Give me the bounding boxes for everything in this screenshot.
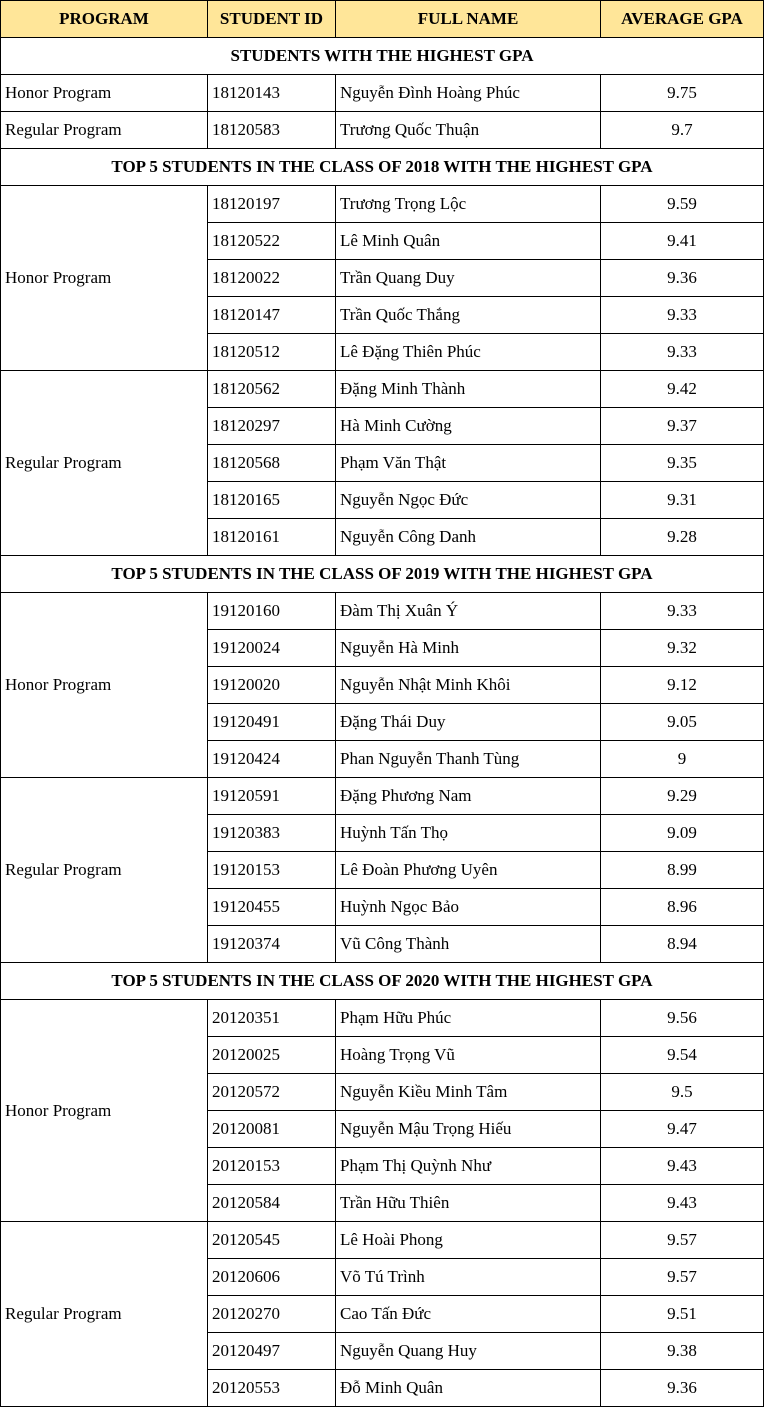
average-gpa-cell: 9.33 bbox=[601, 593, 764, 630]
full-name-cell: Phạm Thị Quỳnh Như bbox=[336, 1148, 601, 1185]
section-row bbox=[1, 963, 764, 1000]
table-row bbox=[1, 1000, 764, 1037]
average-gpa-cell: 9.51 bbox=[601, 1296, 764, 1333]
student-id-cell: 18120583 bbox=[208, 112, 336, 149]
full-name-cell: Lê Minh Quân bbox=[336, 223, 601, 260]
section-row bbox=[1, 38, 764, 75]
table-body bbox=[1, 38, 764, 1407]
full-name-cell: Trương Quốc Thuận bbox=[336, 112, 601, 149]
student-id-cell: 20120025 bbox=[208, 1037, 336, 1074]
full-name-cell: Đặng Thái Duy bbox=[336, 704, 601, 741]
program-cell: Honor Program bbox=[1, 593, 208, 778]
section-title: STUDENTS WITH THE HIGHEST GPA bbox=[1, 38, 764, 75]
average-gpa-cell: 9.43 bbox=[601, 1185, 764, 1222]
full-name-cell: Đặng Minh Thành bbox=[336, 371, 601, 408]
average-gpa-cell: 9.29 bbox=[601, 778, 764, 815]
full-name-cell: Lê Đoàn Phương Uyên bbox=[336, 852, 601, 889]
full-name-cell: Phạm Văn Thật bbox=[336, 445, 601, 482]
average-gpa-cell: 9.35 bbox=[601, 445, 764, 482]
full-name-cell: Đàm Thị Xuân Ý bbox=[336, 593, 601, 630]
student-id-cell: 19120020 bbox=[208, 667, 336, 704]
table-row bbox=[1, 1222, 764, 1259]
average-gpa-cell: 9.38 bbox=[601, 1333, 764, 1370]
full-name-cell: Huỳnh Ngọc Bảo bbox=[336, 889, 601, 926]
table-row bbox=[1, 112, 764, 149]
program-cell: Honor Program bbox=[1, 75, 208, 112]
student-id-cell: 20120572 bbox=[208, 1074, 336, 1111]
student-id-cell: 18120143 bbox=[208, 75, 336, 112]
section-title: TOP 5 STUDENTS IN THE CLASS OF 2018 WITH THE HIGHEST GPA bbox=[1, 149, 764, 186]
student-id-cell: 18120197 bbox=[208, 186, 336, 223]
program-cell: Honor Program bbox=[1, 1000, 208, 1222]
average-gpa-cell: 9.36 bbox=[601, 1370, 764, 1407]
average-gpa-cell: 8.99 bbox=[601, 852, 764, 889]
full-name-cell: Nguyễn Quang Huy bbox=[336, 1333, 601, 1370]
average-gpa-cell: 9 bbox=[601, 741, 764, 778]
student-id-cell: 20120545 bbox=[208, 1222, 336, 1259]
section-row bbox=[1, 149, 764, 186]
average-gpa-cell: 9.28 bbox=[601, 519, 764, 556]
full-name-cell: Nguyễn Hà Minh bbox=[336, 630, 601, 667]
full-name-cell: Trần Hữu Thiên bbox=[336, 1185, 601, 1222]
full-name-cell: Phạm Hữu Phúc bbox=[336, 1000, 601, 1037]
average-gpa-cell: 9.41 bbox=[601, 223, 764, 260]
header-student-id: STUDENT ID bbox=[208, 1, 336, 38]
average-gpa-cell: 9.36 bbox=[601, 260, 764, 297]
full-name-cell: Nguyễn Mậu Trọng Hiếu bbox=[336, 1111, 601, 1148]
average-gpa-cell: 9.59 bbox=[601, 186, 764, 223]
average-gpa-cell: 9.56 bbox=[601, 1000, 764, 1037]
full-name-cell: Đỗ Minh Quân bbox=[336, 1370, 601, 1407]
student-id-cell: 20120553 bbox=[208, 1370, 336, 1407]
student-id-cell: 20120153 bbox=[208, 1148, 336, 1185]
student-id-cell: 20120081 bbox=[208, 1111, 336, 1148]
student-id-cell: 18120512 bbox=[208, 334, 336, 371]
average-gpa-cell: 9.75 bbox=[601, 75, 764, 112]
student-id-cell: 19120374 bbox=[208, 926, 336, 963]
average-gpa-cell: 9.31 bbox=[601, 482, 764, 519]
average-gpa-cell: 9.37 bbox=[601, 408, 764, 445]
student-id-cell: 19120424 bbox=[208, 741, 336, 778]
average-gpa-cell: 9.54 bbox=[601, 1037, 764, 1074]
average-gpa-cell: 9.57 bbox=[601, 1222, 764, 1259]
table-header bbox=[1, 1, 764, 38]
full-name-cell: Nguyễn Kiều Minh Tâm bbox=[336, 1074, 601, 1111]
average-gpa-cell: 9.12 bbox=[601, 667, 764, 704]
student-id-cell: 20120606 bbox=[208, 1259, 336, 1296]
full-name-cell: Cao Tấn Đức bbox=[336, 1296, 601, 1333]
student-id-cell: 18120297 bbox=[208, 408, 336, 445]
student-id-cell: 18120165 bbox=[208, 482, 336, 519]
full-name-cell: Vũ Công Thành bbox=[336, 926, 601, 963]
student-id-cell: 18120568 bbox=[208, 445, 336, 482]
full-name-cell: Nguyễn Nhật Minh Khôi bbox=[336, 667, 601, 704]
header-program: PROGRAM bbox=[1, 1, 208, 38]
full-name-cell: Trương Trọng Lộc bbox=[336, 186, 601, 223]
student-id-cell: 20120584 bbox=[208, 1185, 336, 1222]
student-id-cell: 18120022 bbox=[208, 260, 336, 297]
full-name-cell: Phan Nguyễn Thanh Tùng bbox=[336, 741, 601, 778]
average-gpa-cell: 9.42 bbox=[601, 371, 764, 408]
average-gpa-cell: 9.32 bbox=[601, 630, 764, 667]
average-gpa-cell: 9.33 bbox=[601, 334, 764, 371]
student-id-cell: 18120161 bbox=[208, 519, 336, 556]
full-name-cell: Trần Quốc Thắng bbox=[336, 297, 601, 334]
full-name-cell: Hoàng Trọng Vũ bbox=[336, 1037, 601, 1074]
full-name-cell: Trần Quang Duy bbox=[336, 260, 601, 297]
student-id-cell: 19120153 bbox=[208, 852, 336, 889]
full-name-cell: Lê Đặng Thiên Phúc bbox=[336, 334, 601, 371]
student-id-cell: 20120497 bbox=[208, 1333, 336, 1370]
average-gpa-cell: 9.57 bbox=[601, 1259, 764, 1296]
table-row bbox=[1, 371, 764, 408]
header-row bbox=[1, 1, 764, 38]
section-row bbox=[1, 556, 764, 593]
program-cell: Regular Program bbox=[1, 1222, 208, 1407]
full-name-cell: Nguyễn Đình Hoàng Phúc bbox=[336, 75, 601, 112]
section-title: TOP 5 STUDENTS IN THE CLASS OF 2020 WITH THE HIGHEST GPA bbox=[1, 963, 764, 1000]
header-average-gpa: AVERAGE GPA bbox=[601, 1, 764, 38]
average-gpa-cell: 9.43 bbox=[601, 1148, 764, 1185]
student-id-cell: 18120562 bbox=[208, 371, 336, 408]
student-id-cell: 18120147 bbox=[208, 297, 336, 334]
full-name-cell: Hà Minh Cường bbox=[336, 408, 601, 445]
average-gpa-cell: 9.5 bbox=[601, 1074, 764, 1111]
table-row bbox=[1, 778, 764, 815]
table-row bbox=[1, 593, 764, 630]
student-id-cell: 20120270 bbox=[208, 1296, 336, 1333]
average-gpa-cell: 9.09 bbox=[601, 815, 764, 852]
full-name-cell: Nguyễn Công Danh bbox=[336, 519, 601, 556]
program-cell: Regular Program bbox=[1, 778, 208, 963]
student-id-cell: 19120591 bbox=[208, 778, 336, 815]
average-gpa-cell: 8.96 bbox=[601, 889, 764, 926]
average-gpa-cell: 8.94 bbox=[601, 926, 764, 963]
full-name-cell: Huỳnh Tấn Thọ bbox=[336, 815, 601, 852]
full-name-cell: Lê Hoài Phong bbox=[336, 1222, 601, 1259]
table-row bbox=[1, 186, 764, 223]
average-gpa-cell: 9.47 bbox=[601, 1111, 764, 1148]
full-name-cell: Đặng Phương Nam bbox=[336, 778, 601, 815]
student-id-cell: 19120455 bbox=[208, 889, 336, 926]
student-id-cell: 18120522 bbox=[208, 223, 336, 260]
program-cell: Honor Program bbox=[1, 186, 208, 371]
header-full-name: FULL NAME bbox=[336, 1, 601, 38]
student-id-cell: 19120024 bbox=[208, 630, 336, 667]
table-row bbox=[1, 75, 764, 112]
average-gpa-cell: 9.7 bbox=[601, 112, 764, 149]
student-id-cell: 19120383 bbox=[208, 815, 336, 852]
section-title: TOP 5 STUDENTS IN THE CLASS OF 2019 WITH THE HIGHEST GPA bbox=[1, 556, 764, 593]
average-gpa-cell: 9.05 bbox=[601, 704, 764, 741]
program-cell: Regular Program bbox=[1, 112, 208, 149]
full-name-cell: Võ Tú Trình bbox=[336, 1259, 601, 1296]
full-name-cell: Nguyễn Ngọc Đức bbox=[336, 482, 601, 519]
student-id-cell: 20120351 bbox=[208, 1000, 336, 1037]
student-id-cell: 19120491 bbox=[208, 704, 336, 741]
program-cell: Regular Program bbox=[1, 371, 208, 556]
student-id-cell: 19120160 bbox=[208, 593, 336, 630]
average-gpa-cell: 9.33 bbox=[601, 297, 764, 334]
